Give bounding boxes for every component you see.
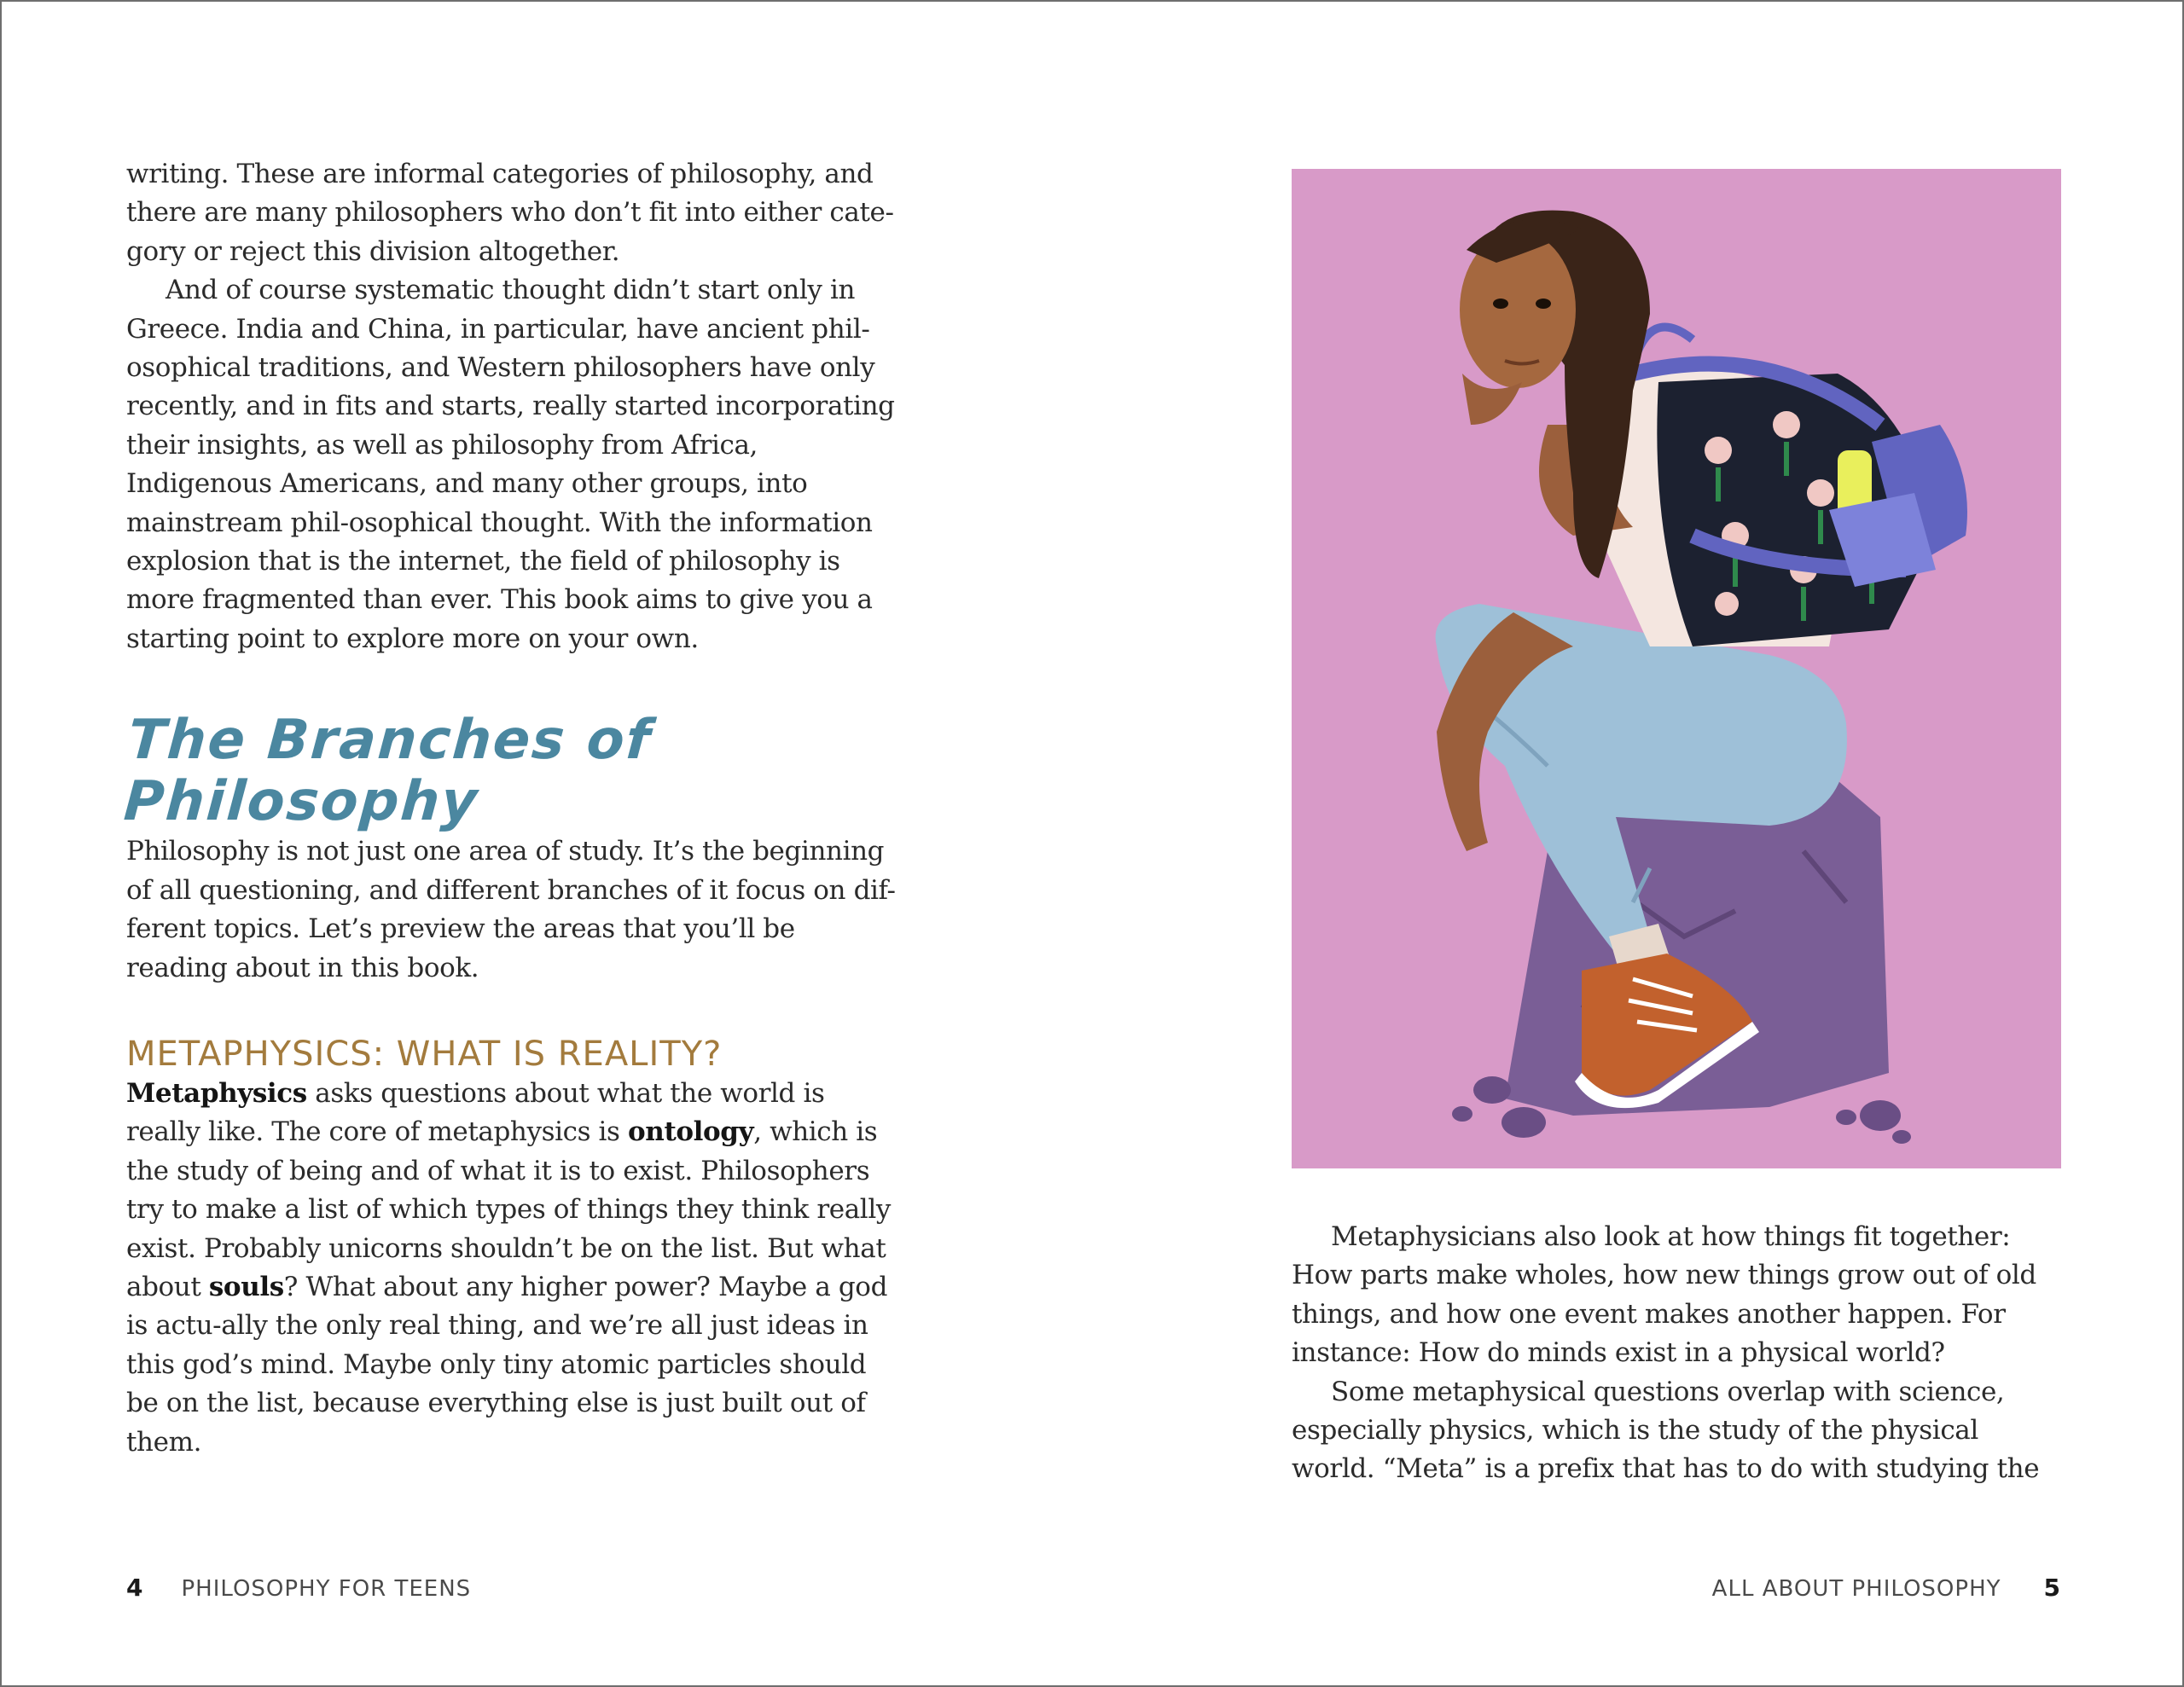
- body-paragraph: writing. These are informal categories of philosophy, and there are many philosophers who don’t fit into either cate-gory or reject this division altogether.: [126, 159, 894, 267]
- term-ontology: ontology: [628, 1116, 754, 1148]
- text-run: asks questions about what the world is really like. The core of metaphysics is: [126, 1077, 825, 1148]
- right-page-footer: [1712, 1574, 2061, 1608]
- running-title: PHILOSOPHY FOR TEENS: [181, 1576, 472, 1602]
- thinking-girl-illustration: [1292, 169, 2061, 1168]
- left-page-column: [121, 155, 898, 1462]
- illustration-thinking-girl: [1292, 169, 2061, 1168]
- body-paragraph: And of course systematic thought didn’t start only in Greece. India and China, in particular, have ancient phil-osophical traditions, and Western philosophers have only recently, and in fits and starts, really started incorporating their insights, as well as philosophy from Africa, Indigenous Americans, and many other groups, into mainstream phil-osophical thought. With the information explosion that is the internet, the field of philosophy is more fragmented than ever. This book aims to give you a starting point to explore more on your own.: [126, 275, 895, 654]
- body-paragraph: Metaphysicians also look at how things fit together: How parts make wholes, how new things grow out of old things, and how one event makes another happen. For instance: How do minds exist in a physical world?: [1292, 1221, 2036, 1369]
- left-page-footer: [126, 1574, 471, 1608]
- right-page-column: [1292, 1218, 2064, 1489]
- page-number: 5: [2043, 1574, 2061, 1602]
- body-paragraph: Some metaphysical questions overlap with science, especially physics, which is the study of the physical world. “Meta” is a prefix that has to do with studying the: [1292, 1376, 2040, 1485]
- page-number: 4: [126, 1574, 144, 1602]
- term-metaphysics: Metaphysics: [126, 1077, 307, 1109]
- text-run: , which is the study of being and of what it is to exist. Philosophers try to make a list of which types of things they think really exist. Probably unicorns shouldn’t be on the list. But what about: [126, 1116, 891, 1302]
- chapter-title: The Branches of Philosophy: [121, 709, 654, 834]
- term-souls: souls: [208, 1271, 284, 1302]
- running-title: ALL ABOUT PHILOSOPHY: [1711, 1576, 2001, 1602]
- metaphysics-paragraph: [126, 1075, 898, 1462]
- section-heading: METAPHYSICS: WHAT IS REALITY?: [126, 1034, 723, 1074]
- intro-paragraph: Philosophy is not just one area of study. It’s the beginning of all questioning, and different branches of it focus on dif-ferent topics. Let’s preview the areas that you’ll be reading about in this book.: [126, 836, 896, 983]
- text-run: ? What about any higher power? Maybe a god is actu-ally the only real thing, and we’re all just ideas in this god’s mind. Maybe only tiny atomic particles should be on the list, because everything else is just built out of them.: [126, 1271, 888, 1458]
